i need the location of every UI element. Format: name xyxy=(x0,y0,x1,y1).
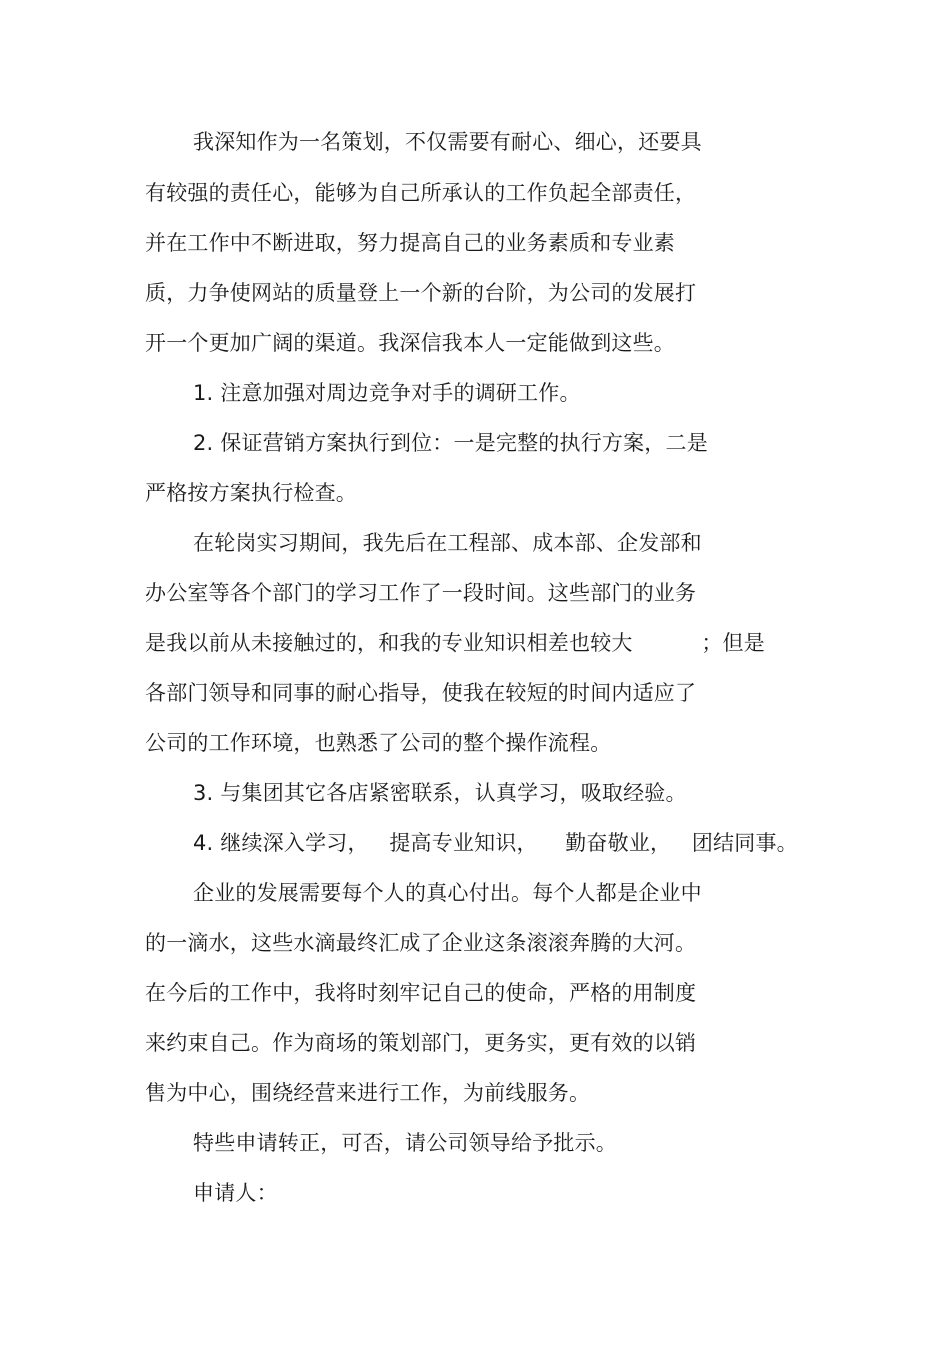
paragraph-1-line-1: 我深知作为一名策划，不仅需要有耐心、细心，还要具 xyxy=(193,130,702,154)
list-item-3: 3. 与集团其它各店紧密联系，认真学习，吸取经验。 xyxy=(193,781,687,805)
paragraph-2-line-4: 各部门领导和同事的耐心指导，使我在较短的时间内适应了 xyxy=(145,681,697,705)
paragraph-2-line-3: 是我以前从未接触过的，和我的专业知识相差也较大 ；但是 xyxy=(145,631,765,655)
paragraph-1-line-2: 有较强的责任心，能够为自己所承认的工作负起全部责任， xyxy=(145,181,697,205)
list-item-1: 1. 注意加强对周边竞争对手的调研工作。 xyxy=(193,381,581,405)
paragraph-2-line-2: 办公室等各个部门的学习工作了一段时间。这些部门的业务 xyxy=(145,581,697,605)
closing-request: 特些申请转正，可否，请公司领导给予批示。 xyxy=(193,1131,617,1155)
list-item-2-line-1: 2. 保证营销方案执行到位：一是完整的执行方案，二是 xyxy=(193,431,708,455)
paragraph-3-line-2: 的一滴水，这些水滴最终汇成了企业这条滚滚奔腾的大河。 xyxy=(145,931,697,955)
paragraph-1-line-3: 并在工作中不断进取，努力提高自己的业务素质和专业素 xyxy=(145,231,675,255)
list-item-2-line-2: 严格按方案执行检查。 xyxy=(145,481,357,505)
paragraph-2-line-5: 公司的工作环境，也熟悉了公司的整个操作流程。 xyxy=(145,731,612,755)
paragraph-1-line-4: 质，力争使网站的质量登上一个新的台阶，为公司的发展打 xyxy=(145,281,697,305)
paragraph-3-line-5: 售为中心，围绕经营来进行工作，为前线服务。 xyxy=(145,1081,591,1105)
paragraph-3-line-3: 在今后的工作中，我将时刻牢记自己的使命，严格的用制度 xyxy=(145,981,697,1005)
paragraph-2-line-1: 在轮岗实习期间，我先后在工程部、成本部、企发部和 xyxy=(193,531,702,555)
applicant-label: 申请人： xyxy=(193,1181,278,1205)
paragraph-1-line-5: 开一个更加广阔的渠道。我深信我本人一定能做到这些。 xyxy=(145,331,675,355)
list-item-4: 4. 继续深入学习， 提高专业知识， 勤奋敬业， 团结同事。 xyxy=(193,831,798,855)
paragraph-3-line-4: 来约束自己。作为商场的策划部门，更务实，更有效的以销 xyxy=(145,1031,697,1055)
paragraph-3-line-1: 企业的发展需要每个人的真心付出。每个人都是企业中 xyxy=(193,881,702,905)
